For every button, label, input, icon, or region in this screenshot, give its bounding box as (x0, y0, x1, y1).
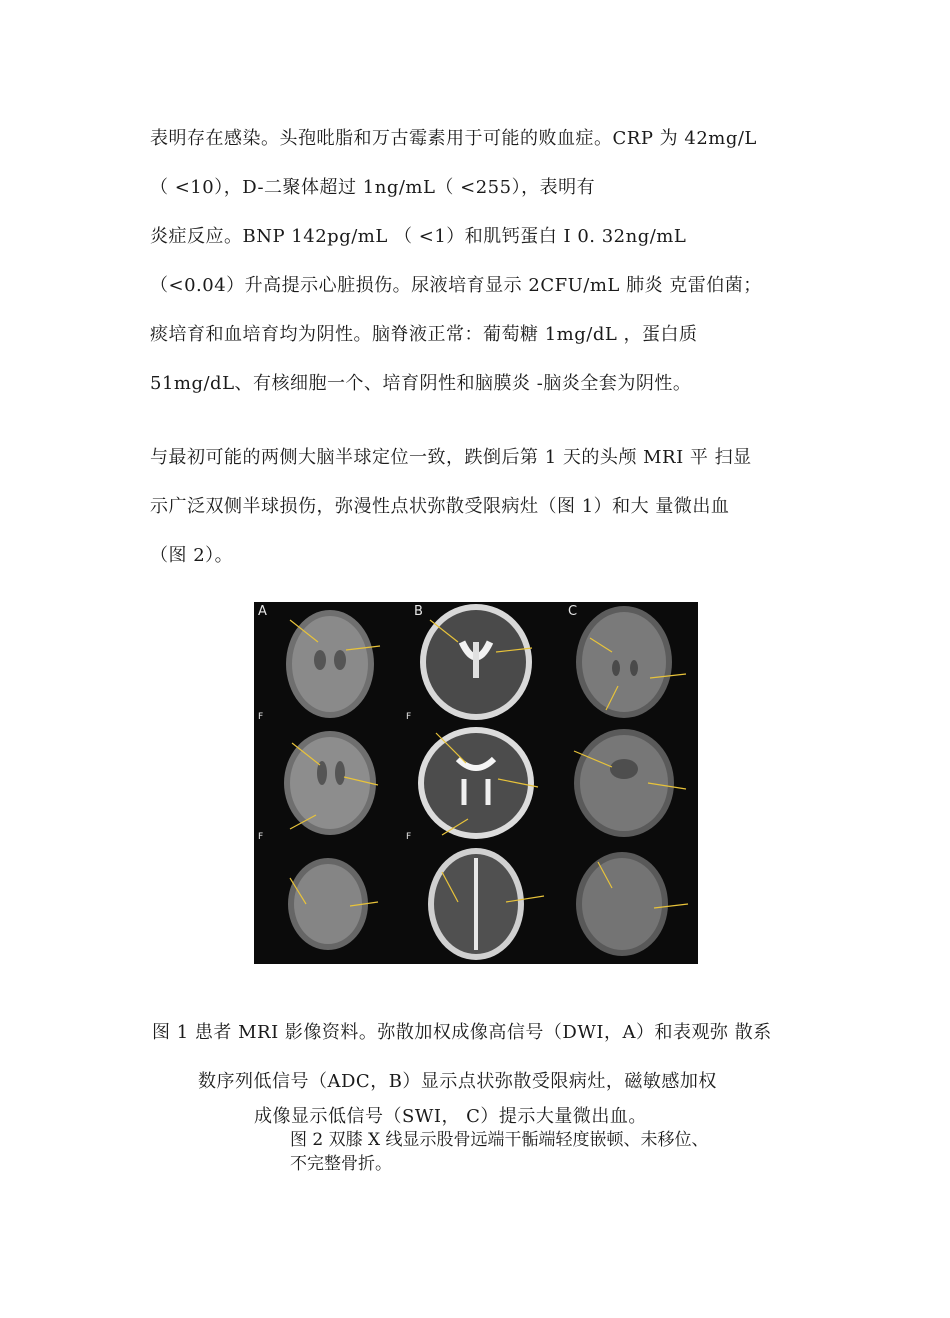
mri-figure (254, 602, 698, 964)
text-line: 51mg/dL、有核细胞一个、培育阴性和脑膜炎 -脑炎全套为阴性。 (150, 373, 692, 394)
mri-slice-c2 (550, 723, 698, 843)
panel-label-c: C (568, 604, 578, 619)
caption-line: 图 2 双膝 X 线显示股骨远端干骺端轻度嵌顿、未移位、 (290, 1130, 709, 1150)
mri-slice-a1 (254, 602, 402, 722)
mri-slice-c1 (550, 602, 698, 722)
mri-slice-c3 (550, 844, 698, 964)
mri-slice-b3 (402, 844, 550, 964)
mri-slice-b1 (402, 602, 550, 722)
text-line: 炎症反应。BNP 142pg/mL （ <1）和肌钙蛋白 I 0. 32ng/mL (150, 226, 687, 247)
panel-label-a: A (258, 604, 267, 619)
mri-slice-a3 (254, 844, 402, 964)
side-marker: F (258, 712, 264, 722)
panel-label-b: B (414, 604, 423, 619)
text-line: 与最初可能的两侧大脑半球定位一致，跌倒后第 1 天的头颅 MRI 平 扫显 (150, 447, 752, 468)
side-marker: F (406, 712, 412, 722)
mri-slice-a2 (254, 723, 402, 843)
text-line: 痰培育和血培育均为阴性。脑脊液正常：葡萄糖 1mg/dL ，蛋白质 (150, 324, 698, 345)
caption-line: 不完整骨折。 (290, 1154, 392, 1174)
text-line: 表明存在感染。头孢吡脂和万古霉素用于可能的败血症。CRP 为 42mg/L (150, 128, 757, 149)
caption-line: 图 1 患者 MRI 影像资料。弥散加权成像高信号（DWI，A）和表观弥 散系 (152, 1022, 772, 1043)
text-line: （ <10），D-二聚体超过 1ng/mL（ <255），表明有 (150, 177, 596, 198)
side-marker: F (406, 832, 412, 842)
text-line: （图 2）。 (150, 545, 234, 566)
caption-line: 成像显示低信号（SWI， C）提示大量微出血。 (254, 1106, 647, 1127)
text-line: 示广泛双侧半球损伤，弥漫性点状弥散受限病灶（图 1）和大 量微出血 (150, 496, 730, 517)
text-line: （<0.04）升高提示心脏损伤。尿液培育显示 2CFU/mL 肺炎 克雷伯菌； (150, 275, 762, 296)
mri-slice-b2 (402, 723, 550, 843)
side-marker: F (258, 832, 264, 842)
caption-line: 数序列低信号（ADC，B）显示点状弥散受限病灶，磁敏感加权 (198, 1071, 717, 1092)
